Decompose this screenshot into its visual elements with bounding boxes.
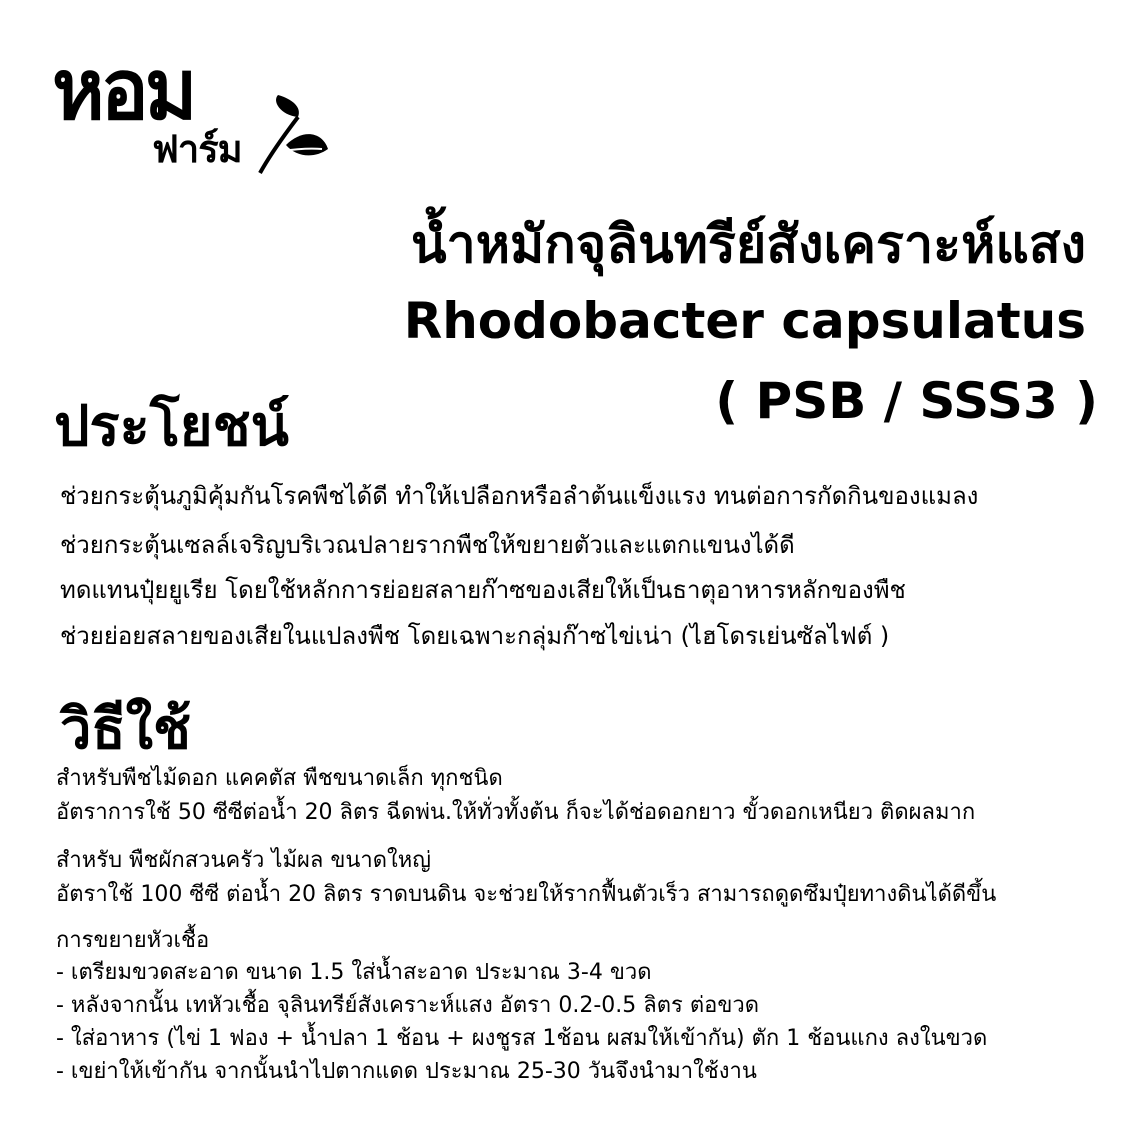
flower-usage-rate: อัตราการใช้ 50 ซีซีต่อน้ำ 20 ลิตร ฉีดพ่น.ให้ทั่วทั้งต้น ก็จะได้ช่อดอกยาว ขั้วดอกเหนียว ติดผลมาก	[56, 800, 976, 825]
usage-heading: วิธีใช้	[60, 697, 191, 762]
product-code: ( PSB / SSS3 )	[715, 372, 1098, 430]
culture-step: - ใส่อาหาร (ไข่ 1 ฟอง + น้ำปลา 1 ช้อน + ผงชูรส 1ช้อน ผสมให้เข้ากัน) ตัก 1 ช้อนแกง ลงในขวด	[56, 1026, 988, 1051]
product-title-latin: Rhodobacter capsulatus	[403, 292, 1086, 350]
logo-sub-text: ฟาร์ม	[152, 127, 242, 171]
benefit-item: ทดแทนปุ๋ยยูเรีย โดยใช้หลักการย่อยสลายก๊าซของเสียให้เป็นธาตุอาหารหลักของพืช	[60, 576, 906, 604]
culture-title: การขยายหัวเชื้อ	[56, 928, 210, 953]
benefit-item: ช่วยกระตุ้นเซลล์เจริญบริเวณปลายรากพืชให้ขยายตัวและแตกแขนงได้ดี	[60, 531, 795, 559]
logo-main-text: หอม	[52, 40, 194, 139]
benefits-heading: ประโยชน์	[54, 394, 289, 459]
flower-usage-title: สำหรับพืชไม้ดอก แคคตัส พืชขนาดเล็ก ทุกชนิด	[56, 766, 503, 791]
product-title-thai: น้ำหมักจุลินทรีย์สังเคราะห์แสง	[410, 215, 1086, 275]
benefit-item: ช่วยกระตุ้นภูมิคุ้มกันโรคพืชได้ดี ทำให้เปลือกหรือลำต้นแข็งแรง ทนต่อการกัดกินของแมลง	[60, 482, 979, 510]
veg-usage-rate: อัตราใช้ 100 ซีซี ต่อน้ำ 20 ลิตร ราดบนดิน จะช่วยให้รากฟื้นตัวเร็ว สามารถดูดซึมปุ๋ยทางดินได้ดีขึ้น	[56, 882, 997, 907]
culture-step: - หลังจากนั้น เทหัวเชื้อ จุลินทรีย์สังเคราะห์แสง อัตรา 0.2-0.5 ลิตร ต่อขวด	[56, 993, 760, 1018]
benefit-item: ช่วยย่อยสลายของเสียในแปลงพืช โดยเฉพาะกลุ่มก๊าซไข่เน่า (ไฮโดรเย่นซัลไฟต์ )	[60, 622, 890, 650]
culture-step: - เขย่าให้เข้ากัน จากนั้นนำไปตากแดด ประมาณ 25-30 วันจึงนำมาใช้งาน	[56, 1059, 757, 1084]
culture-step: - เตรียมขวดสะอาด ขนาด 1.5 ใส่น้ำสะอาด ประมาณ 3-4 ขวด	[56, 960, 652, 985]
brand-logo	[52, 40, 342, 183]
veg-usage-title: สำหรับ พืชผักสวนครัว ไม้ผล ขนาดใหญ่	[56, 848, 432, 873]
leaf-icon	[252, 93, 332, 178]
